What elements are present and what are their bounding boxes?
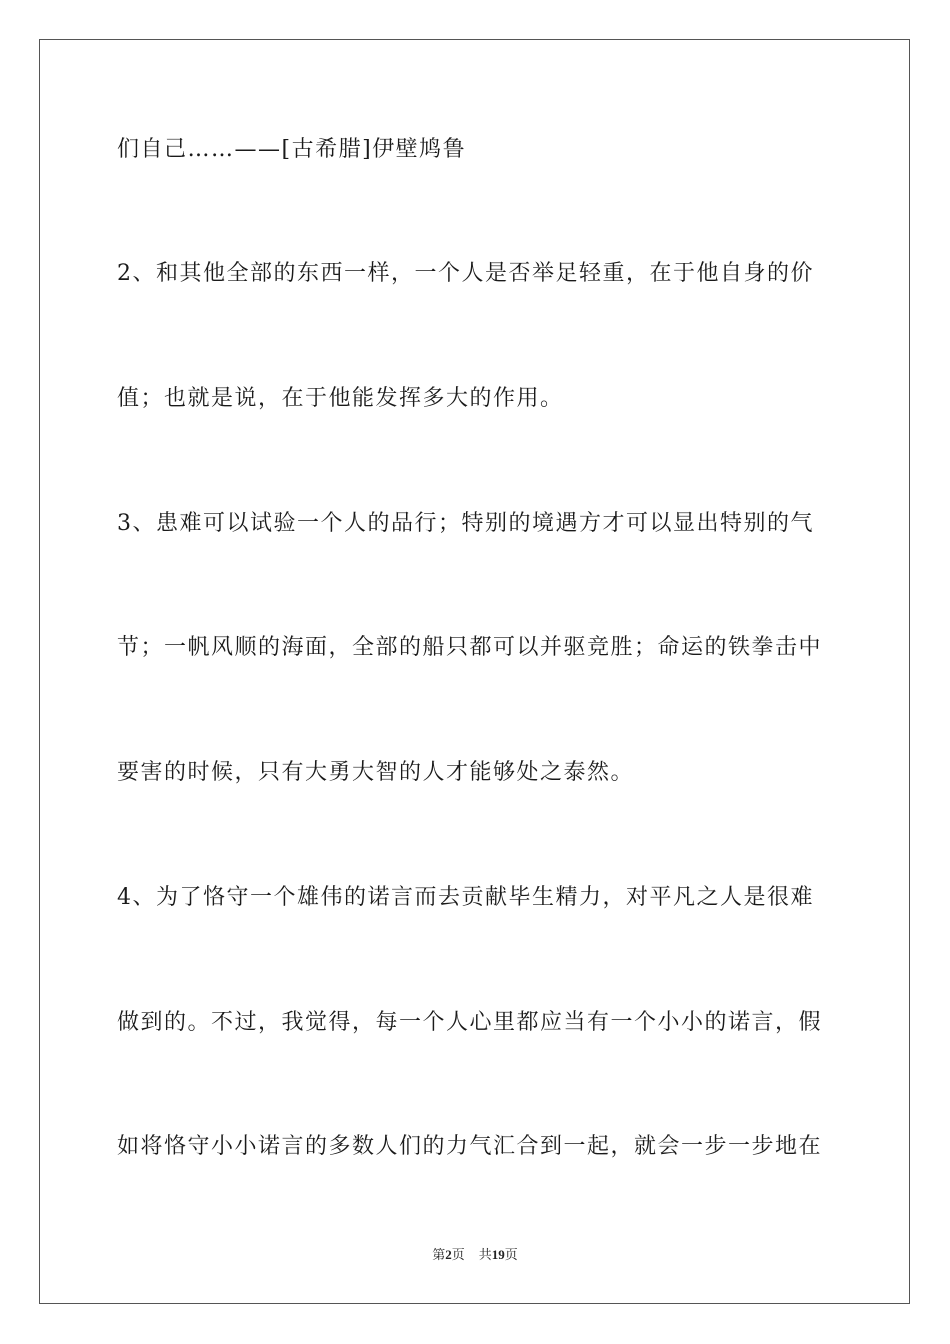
page-footer [0,1246,950,1264]
text-line-5: 节；一帆风顺的海面，全部的船只都可以并驱竞胜；命运的铁拳击中 [117,635,823,660]
text-line-4: 3、患难可以试验一个人的品行；特别的境遇方才可以显出特别的气 [117,511,814,536]
text-line-6: 要害的时候，只有大勇大智的人才能够处之泰然。 [117,760,635,785]
footer-page-number: 2 [445,1247,452,1262]
text-line-7: 4、为了恪守一个雄伟的诺言而去贡献毕生精力，对平凡之人是很难 [117,885,814,910]
text-line-1: 们自己……——[古希腊]伊壁鸠鲁 [117,137,467,162]
text-line-8: 做到的。不过，我觉得，每一个人心里都应当有一个小小的诺言，假 [117,1010,823,1035]
footer-page-prefix: 第 [432,1247,446,1262]
text-line-9: 如将恪守小小诺言的多数人们的力气汇合到一起，就会一步一步地在 [117,1134,823,1159]
text-line-2: 2、和其他全部的东西一样，一个人是否举足轻重，在于他自身的价 [117,261,814,286]
text-line-3: 值；也就是说，在于他能发挥多大的作用。 [117,386,564,411]
footer-total-prefix: 共 [478,1247,492,1262]
page-border [39,39,910,1304]
footer-total-pages: 19 [491,1247,505,1262]
footer-page-suffix: 页 [451,1247,465,1262]
footer-total-suffix: 页 [504,1247,518,1262]
